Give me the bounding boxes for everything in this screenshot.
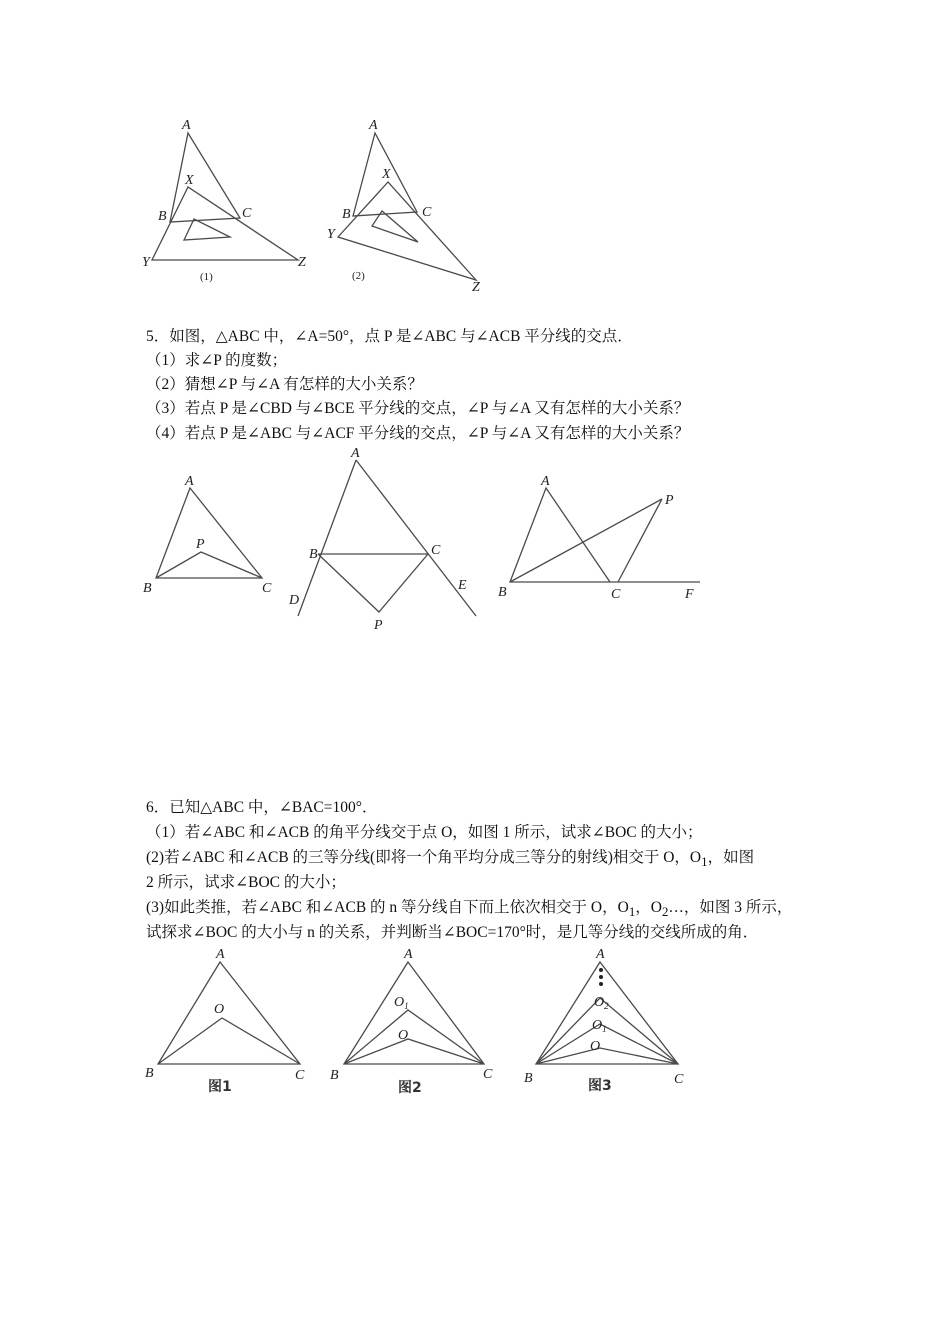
problem-5-part-3: （3）若点 P 是∠CBD 与∠BCE 平分线的交点，∠P 与∠A 又有怎样的大小关系？ — [146, 400, 690, 417]
label-b: B — [330, 1068, 339, 1083]
problem-6-part-3-line-2: 试探求∠BOC 的大小与 n 的关系，并判断当∠BOC=170°时，是几等分线的交线所成的角． — [146, 924, 759, 941]
part-3-subscript-2: 2 — [661, 904, 669, 920]
line-abd — [298, 460, 356, 616]
caption-2: (2) — [352, 270, 365, 282]
label-a: A — [541, 474, 550, 489]
figure-5a — [138, 468, 288, 598]
label-d: D — [289, 593, 300, 608]
label-c: C — [674, 1072, 684, 1087]
label-p: P — [374, 618, 383, 633]
problem-5-stem: 5．如图，△ABC 中，∠A=50°，点 P 是∠ABC 与∠ACB 平分线的交点． — [146, 328, 633, 345]
caption-fig-1: 图1 — [208, 1079, 232, 1095]
label-p: P — [665, 493, 674, 508]
trisectors-to-o — [344, 1039, 484, 1064]
bisector-bp — [510, 499, 662, 582]
label-a: A — [596, 947, 605, 962]
part-3-text-b: ，O — [635, 899, 662, 916]
caption-fig-2: 图2 — [398, 1080, 422, 1096]
figure-xyz-2 — [320, 115, 500, 300]
bisectors-to-p — [156, 552, 262, 578]
problem-6-stem: 6．已知△ABC 中，∠BAC=100°． — [146, 799, 378, 816]
part-2-tail: ，如图 — [707, 849, 755, 866]
problem-6-part-3-line-1 — [146, 897, 792, 923]
problem-6-part-2-line-2: 2 所示，试求∠BOC 的大小； — [146, 874, 346, 891]
part-3-text-a: (3)如此类推，若∠ABC 和∠ACB 的 n 等分线自下而上依次相交于 O，O — [146, 899, 629, 916]
label-o1-sub: 1 — [404, 1001, 409, 1011]
figure-5b — [282, 442, 492, 638]
problem-6-part-1: （1）若∠ABC 和∠ACB 的角平分线交于点 O，如图 1 所示，试求∠BOC 的大小； — [146, 824, 703, 841]
part-3-text-c: …，如图 3 所示， — [668, 899, 793, 916]
inner-triangle — [184, 219, 230, 240]
label-y: Y — [327, 227, 335, 242]
label-c: C — [295, 1068, 305, 1083]
label-o1-base: O — [592, 1018, 603, 1033]
triangle-xyz — [152, 187, 298, 260]
problem-5-part-4: （4）若点 P 是∠ABC 与∠ACF 平分线的交点，∠P 与∠A 又有怎样的大小关系？ — [146, 425, 690, 442]
label-c: C — [611, 587, 621, 602]
label-b: B — [309, 547, 318, 562]
bisectors-to-p — [318, 554, 428, 612]
label-o1 — [592, 1018, 607, 1034]
label-a: A — [369, 118, 378, 133]
part-2-subscript: 1 — [701, 854, 708, 870]
triangle-abc — [170, 133, 240, 222]
label-o2-sub: 2 — [604, 1001, 609, 1011]
label-e: E — [458, 578, 467, 593]
figure-6-1 — [140, 942, 320, 1097]
label-b: B — [143, 581, 152, 596]
triangle-abc — [536, 962, 678, 1064]
label-o: O — [214, 1002, 225, 1017]
label-a: A — [351, 446, 360, 461]
problem-5-part-2: （2）猜想∠P 与∠A 有怎样的大小关系？ — [146, 376, 423, 393]
label-o1 — [394, 995, 409, 1011]
figure-xyz-1 — [130, 115, 330, 295]
label-f: F — [685, 587, 694, 602]
label-o1-base: O — [394, 995, 405, 1010]
label-c: C — [262, 581, 272, 596]
bisectors-to-o — [158, 1018, 300, 1064]
label-z: Z — [298, 255, 306, 270]
problem-5-part-1: （1）求∠P 的度数； — [146, 352, 288, 369]
label-x: X — [185, 173, 194, 188]
label-y: Y — [142, 255, 150, 270]
label-a: A — [185, 474, 194, 489]
label-b: B — [524, 1071, 533, 1086]
label-a: A — [182, 118, 191, 133]
label-c: C — [483, 1067, 493, 1082]
label-p: P — [196, 537, 205, 552]
problem-6-part-2-line-1 — [146, 847, 754, 873]
part-2-text: (2)若∠ABC 和∠ACB 的三等分线(即将一个角平均分成三等分的射线)相交于 O，O — [146, 849, 702, 866]
inner-triangle — [372, 211, 418, 242]
triangle-abc — [156, 488, 262, 578]
label-o2 — [594, 995, 609, 1011]
label-b: B — [145, 1066, 154, 1081]
part-3-subscript-1: 1 — [628, 904, 636, 920]
figure-6-2 — [322, 942, 502, 1097]
label-x: X — [382, 167, 391, 182]
label-c: C — [422, 205, 432, 220]
label-o2-base: O — [594, 995, 605, 1010]
ellipsis-dot — [599, 982, 603, 986]
label-o: O — [590, 1039, 601, 1054]
label-a: A — [404, 947, 413, 962]
label-b: B — [342, 207, 351, 222]
label-z: Z — [472, 280, 480, 295]
figure-5c — [490, 468, 710, 608]
ellipsis-dot — [599, 975, 603, 979]
caption-fig-3: 图3 — [588, 1078, 612, 1094]
label-c: C — [242, 206, 252, 221]
label-b: B — [158, 209, 167, 224]
figure-6-3 — [512, 942, 702, 1097]
label-c: C — [431, 543, 441, 558]
label-a: A — [216, 947, 225, 962]
label-o1-sub: 1 — [602, 1024, 607, 1034]
ellipsis-dot — [599, 968, 603, 972]
label-o: O — [398, 1028, 409, 1043]
caption-1: (1) — [200, 271, 213, 283]
label-b: B — [498, 585, 507, 600]
